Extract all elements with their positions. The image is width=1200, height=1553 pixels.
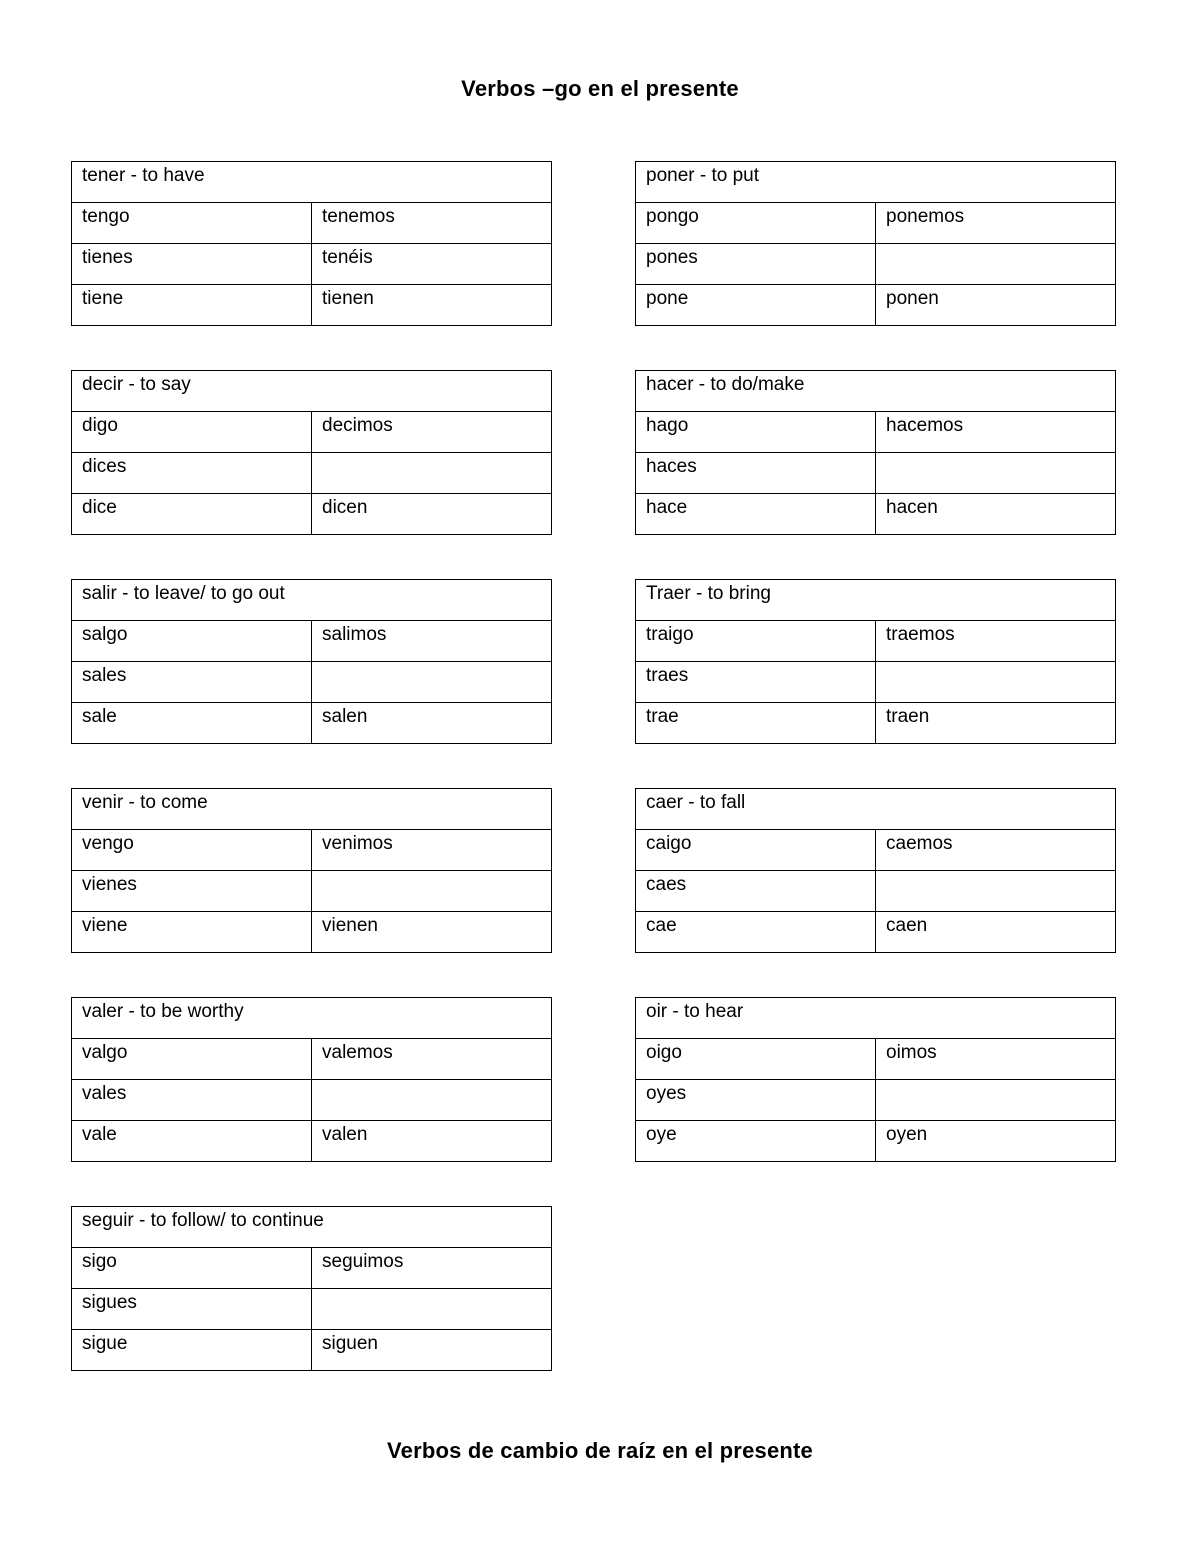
conjugation-cell — [876, 1080, 1116, 1121]
conjugation-cell: tiene — [72, 285, 312, 326]
verb-table-valer — [71, 997, 552, 1162]
conjugation-cell: oye — [636, 1121, 876, 1162]
conjugation-cell: vengo — [72, 830, 312, 871]
conjugation-cell: dicen — [312, 494, 552, 535]
conjugation-cell — [312, 1289, 552, 1330]
verb-header: poner - to put — [636, 162, 1116, 203]
verb-header: venir - to come — [72, 789, 552, 830]
conjugation-cell: salimos — [312, 621, 552, 662]
conjugation-cell: venimos — [312, 830, 552, 871]
section-title: Verbos de cambio de raíz en el presente — [387, 1438, 813, 1463]
conjugation-cell: ponen — [876, 285, 1116, 326]
conjugation-cell: siguen — [312, 1330, 552, 1371]
verb-header: Traer - to bring — [636, 580, 1116, 621]
verb-table-tener — [71, 161, 552, 326]
verb-header: caer - to fall — [636, 789, 1116, 830]
conjugation-cell: ponemos — [876, 203, 1116, 244]
verb-header: seguir - to follow/ to continue — [72, 1207, 552, 1248]
verb-header: hacer - to do/make — [636, 371, 1116, 412]
conjugation-cell: salen — [312, 703, 552, 744]
verb-header: tener - to have — [72, 162, 552, 203]
conjugation-cell: pongo — [636, 203, 876, 244]
conjugation-cell: caigo — [636, 830, 876, 871]
verb-header: decir - to say — [72, 371, 552, 412]
conjugation-cell — [876, 453, 1116, 494]
conjugation-cell: salgo — [72, 621, 312, 662]
verb-header: valer - to be worthy — [72, 998, 552, 1039]
conjugation-cell: oyes — [636, 1080, 876, 1121]
conjugation-cell: sigues — [72, 1289, 312, 1330]
conjugation-cell: vales — [72, 1080, 312, 1121]
conjugation-cell: caemos — [876, 830, 1116, 871]
conjugation-cell: hago — [636, 412, 876, 453]
conjugation-cell: decimos — [312, 412, 552, 453]
conjugation-cell: traes — [636, 662, 876, 703]
conjugation-cell: traemos — [876, 621, 1116, 662]
conjugation-cell: sale — [72, 703, 312, 744]
conjugation-cell: dice — [72, 494, 312, 535]
conjugation-cell: valgo — [72, 1039, 312, 1080]
conjugation-cell — [312, 871, 552, 912]
conjugation-cell: hace — [636, 494, 876, 535]
verb-table-hacer — [635, 370, 1116, 535]
conjugation-cell: oigo — [636, 1039, 876, 1080]
conjugation-cell: tenemos — [312, 203, 552, 244]
conjugation-cell: traen — [876, 703, 1116, 744]
conjugation-cell: valemos — [312, 1039, 552, 1080]
conjugation-cell: pone — [636, 285, 876, 326]
conjugation-cell — [876, 871, 1116, 912]
conjugation-cell: tenéis — [312, 244, 552, 285]
conjugation-cell — [876, 662, 1116, 703]
conjugation-cell: dices — [72, 453, 312, 494]
verb-table-seguir — [71, 1206, 552, 1371]
conjugation-cell: oyen — [876, 1121, 1116, 1162]
conjugation-cell: vienen — [312, 912, 552, 953]
verb-table-traer — [635, 579, 1116, 744]
conjugation-cell: viene — [72, 912, 312, 953]
verb-header: salir - to leave/ to go out — [72, 580, 552, 621]
conjugation-cell — [312, 453, 552, 494]
conjugation-cell: valen — [312, 1121, 552, 1162]
conjugation-cell: pones — [636, 244, 876, 285]
conjugation-cell: caen — [876, 912, 1116, 953]
conjugation-cell: hacemos — [876, 412, 1116, 453]
verb-table-salir — [71, 579, 552, 744]
verb-table-poner — [635, 161, 1116, 326]
conjugation-cell: tienes — [72, 244, 312, 285]
verb-table-oir — [635, 997, 1116, 1162]
verb-table-caer — [635, 788, 1116, 953]
conjugation-cell: trae — [636, 703, 876, 744]
conjugation-cell: sigo — [72, 1248, 312, 1289]
conjugation-cell: traigo — [636, 621, 876, 662]
conjugation-cell: vale — [72, 1121, 312, 1162]
conjugation-cell: haces — [636, 453, 876, 494]
conjugation-cell: caes — [636, 871, 876, 912]
conjugation-cell — [876, 244, 1116, 285]
verb-header: oir - to hear — [636, 998, 1116, 1039]
conjugation-cell: digo — [72, 412, 312, 453]
conjugation-cell: tienen — [312, 285, 552, 326]
conjugation-cell — [312, 1080, 552, 1121]
conjugation-cell — [312, 662, 552, 703]
conjugation-cell: hacen — [876, 494, 1116, 535]
conjugation-cell: vienes — [72, 871, 312, 912]
conjugation-cell: sales — [72, 662, 312, 703]
conjugation-cell: cae — [636, 912, 876, 953]
page-title: Verbos –go en el presente — [461, 76, 739, 101]
conjugation-cell: tengo — [72, 203, 312, 244]
verb-table-venir — [71, 788, 552, 953]
conjugation-cell: oimos — [876, 1039, 1116, 1080]
verb-table-decir — [71, 370, 552, 535]
conjugation-cell: sigue — [72, 1330, 312, 1371]
conjugation-cell: seguimos — [312, 1248, 552, 1289]
